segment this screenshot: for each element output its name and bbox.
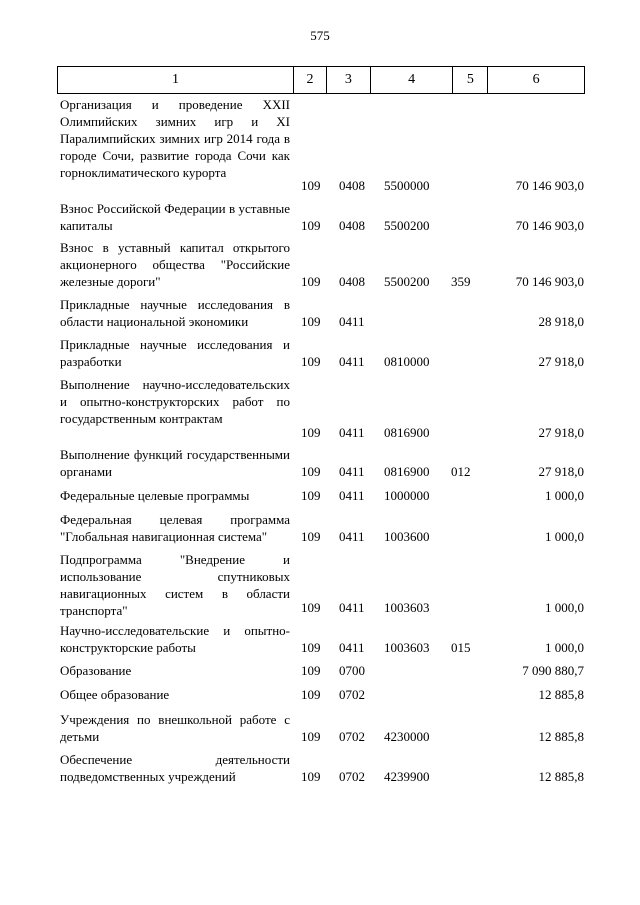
row-col-4: 0816900: [384, 425, 430, 440]
row-col-4: 1003600: [384, 529, 430, 544]
row-col-4: 5500200: [384, 274, 430, 289]
table-row: [0, 446, 640, 480]
row-col-4: 0810000: [384, 354, 430, 369]
row-col-3: 0411: [339, 464, 365, 479]
row-col-6: 28 918,0: [538, 314, 584, 329]
row-col-5: 015: [451, 640, 471, 655]
table-row: [0, 96, 640, 194]
row-name: Взнос в уставный капитал открытого акционерного общества "Российские железные дороги": [60, 240, 290, 289]
table-row: [0, 336, 640, 370]
row-col-3: 0411: [339, 354, 365, 369]
header-col-3: 3: [327, 67, 371, 93]
row-col-2: 109: [301, 218, 321, 233]
row-col-2: 109: [301, 640, 321, 655]
table-row: [0, 711, 640, 745]
table-row: [0, 200, 640, 234]
row-name: Взнос Российской Федерации в уставные капиталы: [60, 201, 290, 233]
row-col-3: 0411: [339, 600, 365, 615]
table-row: [0, 622, 640, 656]
row-col-4: 4230000: [384, 729, 430, 744]
row-col-6: 1 000,0: [545, 488, 584, 503]
row-col-6: 7 090 880,7: [522, 663, 584, 678]
table-row: [0, 487, 640, 504]
row-col-2: 109: [301, 314, 321, 329]
row-col-2: 109: [301, 600, 321, 615]
table-row: [0, 751, 640, 785]
row-col-2: 109: [301, 464, 321, 479]
row-col-6: 27 918,0: [538, 425, 584, 440]
row-col-6: 12 885,8: [538, 769, 584, 784]
table-row: [0, 686, 640, 703]
row-col-6: 1 000,0: [545, 529, 584, 544]
row-col-5: 359: [451, 274, 471, 289]
row-name: Обеспечение деятельности подведомственных учреждений: [60, 752, 290, 784]
row-col-2: 109: [301, 488, 321, 503]
row-col-6: 27 918,0: [538, 354, 584, 369]
table-row: [0, 296, 640, 330]
row-col-4: 0816900: [384, 464, 430, 479]
row-col-4: 4239900: [384, 769, 430, 784]
row-col-2: 109: [301, 425, 321, 440]
row-col-3: 0411: [339, 488, 365, 503]
table-row: [0, 511, 640, 545]
row-col-6: 12 885,8: [538, 729, 584, 744]
row-name: Федеральная целевая программа "Глобальная навигационная система": [60, 512, 290, 544]
row-col-4: 1003603: [384, 600, 430, 615]
row-name: Выполнение функций государственными органами: [60, 447, 290, 479]
row-col-2: 109: [301, 274, 321, 289]
table-row: [0, 239, 640, 290]
row-col-6: 1 000,0: [545, 600, 584, 615]
row-col-2: 109: [301, 178, 321, 193]
table-row: [0, 662, 640, 679]
row-name: Прикладные научные исследования в области национальной экономики: [60, 297, 290, 329]
row-col-4: 5500000: [384, 178, 430, 193]
row-col-3: 0411: [339, 314, 365, 329]
row-col-6: 70 146 903,0: [515, 178, 584, 193]
row-col-4: 1003603: [384, 640, 430, 655]
row-col-3: 0702: [339, 769, 365, 784]
row-col-4: 5500200: [384, 218, 430, 233]
header-col-4: 4: [371, 67, 454, 93]
header-col-1: 1: [58, 67, 294, 93]
row-col-2: 109: [301, 687, 321, 702]
page-number: 575: [310, 28, 330, 43]
row-name: Учреждения по внешкольной работе с детьми: [60, 712, 290, 744]
row-col-3: 0702: [339, 687, 365, 702]
row-col-3: 0702: [339, 729, 365, 744]
row-col-3: 0411: [339, 425, 365, 440]
row-col-6: 70 146 903,0: [515, 218, 584, 233]
row-name: Подпрограмма "Внедрение и использование спутниковых навигационных систем в области транспорта": [60, 552, 290, 618]
table-row: [0, 551, 640, 616]
row-col-3: 0408: [339, 178, 365, 193]
row-col-5: 012: [451, 464, 471, 479]
row-name: Федеральные целевые программы: [60, 488, 250, 503]
row-col-2: 109: [301, 729, 321, 744]
row-name: Прикладные научные исследования и разработки: [60, 337, 290, 369]
row-name: Организация и проведение XXII Олимпийских зимних игр и XI Паралимпийских зимних игр 2014 года в городе Сочи, развитие города Сочи как горноклиматического курорта: [60, 97, 290, 180]
row-col-6: 27 918,0: [538, 464, 584, 479]
header-col-6: 6: [532, 72, 540, 87]
header-col-5: 5: [453, 67, 488, 93]
row-name: Образование: [60, 663, 132, 678]
row-name: Выполнение научно-исследовательских и опытно-конструкторских работ по государственным контрактам: [60, 377, 290, 426]
row-col-2: 109: [301, 769, 321, 784]
row-name: Научно-исследовательские и опытно-конструкторские работы: [60, 623, 290, 655]
row-col-4: 1000000: [384, 488, 430, 503]
row-col-3: 0408: [339, 274, 365, 289]
row-col-3: 0700: [339, 663, 365, 678]
row-name: Общее образование: [60, 687, 170, 702]
row-col-2: 109: [301, 663, 321, 678]
row-col-6: 70 146 903,0: [515, 274, 584, 289]
row-col-2: 109: [301, 354, 321, 369]
row-col-6: 12 885,8: [538, 687, 584, 702]
row-col-3: 0411: [339, 529, 365, 544]
row-col-3: 0408: [339, 218, 365, 233]
header-col-2: 2: [294, 67, 327, 93]
row-col-2: 109: [301, 529, 321, 544]
row-col-6: 1 000,0: [545, 640, 584, 655]
row-col-3: 0411: [339, 640, 365, 655]
table-row: [0, 376, 640, 441]
